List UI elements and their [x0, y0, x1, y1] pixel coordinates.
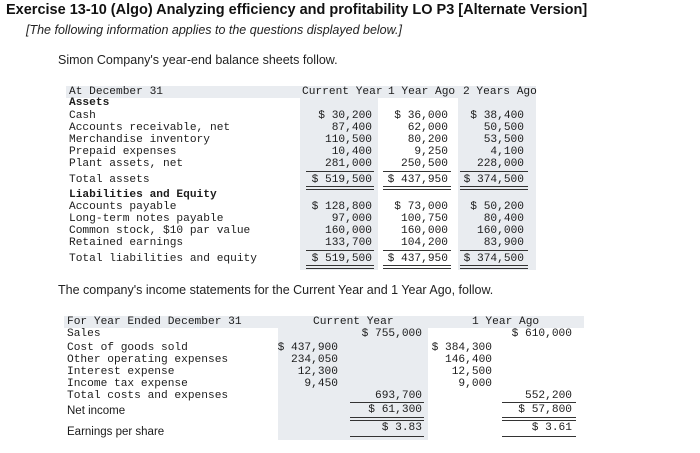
total-costs-rule-cy [350, 402, 424, 403]
ar-1y: 62,000 [407, 122, 448, 134]
row-label-prepaid-expenses: Prepaid expenses [69, 146, 177, 158]
eps-py: $ 3.61 [531, 422, 572, 434]
exercise-title: Exercise 13-10 (Algo) Analyzing efficiency and profitability LO P3 [Alternate Version] [6, 2, 588, 18]
tax-cy: 9,450 [304, 378, 338, 390]
balance-sheet-head-label: At December 31 [69, 86, 163, 98]
notes-2y: 80,400 [483, 213, 524, 225]
re-2y: 83,900 [483, 237, 524, 249]
plant-1y: 250,500 [401, 158, 448, 170]
row-label-merchandise-inventory: Merchandise inventory [69, 134, 210, 146]
row-label-total-assets: Total assets [69, 174, 150, 186]
total-assets-double-rule-2y [460, 186, 528, 190]
bs-col-1-year-ago: 1 Year Ago [388, 86, 456, 98]
row-label-net-income: Net income [67, 405, 126, 417]
net-income-double-rule-cy [350, 417, 424, 421]
sales-py: $ 610,000 [511, 328, 572, 340]
stock-cy: 160,000 [325, 225, 372, 237]
row-label-income-tax: Income tax expense [67, 378, 188, 390]
row-label-other-opex: Other operating expenses [67, 354, 229, 366]
notes-1y: 100,750 [401, 213, 448, 225]
interest-cy: 12,300 [297, 366, 338, 378]
total-assets-double-rule-cy [306, 186, 374, 190]
re-cy: 133,700 [325, 237, 372, 249]
ar-2y: 50,500 [483, 122, 524, 134]
plant-cy: 281,000 [325, 158, 372, 170]
prepaid-1y: 9,250 [414, 146, 448, 158]
row-label-total-costs: Total costs and expenses [67, 390, 229, 402]
plant-2y: 228,000 [477, 158, 524, 170]
ap-2y: $ 50,200 [470, 201, 524, 213]
prepaid-2y: 4,100 [490, 146, 524, 158]
opex-py: 146,400 [445, 354, 492, 366]
bs-col-current-year: Current Year [302, 86, 383, 98]
row-label-cash: Cash [69, 110, 96, 122]
total-assets-cy: $ 519,500 [311, 174, 372, 186]
cash-cy: $ 30,200 [318, 110, 372, 122]
is-col-current-year: Current Year [313, 316, 394, 328]
liab-subtotal-rule-cy [306, 250, 374, 251]
total-assets-double-rule-1y [383, 186, 451, 190]
liab-subtotal-rule-1y [383, 250, 451, 251]
row-label-total-liabilities-equity: Total liabilities and equity [69, 253, 257, 265]
cash-1y: $ 36,000 [394, 110, 448, 122]
liab-subtotal-rule-2y [460, 250, 528, 251]
income-head-label: For Year Ended December 31 [67, 316, 242, 328]
assets-subtotal-rule-2y [460, 171, 528, 172]
cogs-cy: $ 437,900 [277, 342, 338, 354]
net-income-cy: $ 61,300 [368, 404, 422, 416]
total-assets-2y: $ 374,500 [463, 174, 524, 186]
total-costs-rule-py [502, 402, 576, 403]
row-label-accounts-payable: Accounts payable [69, 201, 177, 213]
eps-rule-py [502, 436, 576, 437]
tax-py: 9,000 [458, 378, 492, 390]
instruction-note: [The following information applies to the questions displayed below.] [26, 23, 402, 37]
inventory-2y: 53,500 [483, 134, 524, 146]
liabilities-equity-heading: Liabilities and Equity [69, 189, 217, 201]
inventory-1y: 80,200 [407, 134, 448, 146]
row-label-plant-assets: Plant assets, net [69, 158, 184, 170]
ap-cy: $ 128,800 [311, 201, 372, 213]
inventory-cy: 110,500 [325, 134, 372, 146]
income-statement-intro: The company's income statements for the Current Year and 1 Year Ago, follow. [58, 283, 494, 297]
cash-2y: $ 38,400 [470, 110, 524, 122]
total-assets-1y: $ 437,950 [387, 174, 448, 186]
sales-cy: $ 755,000 [361, 328, 422, 340]
row-label-retained-earnings: Retained earnings [69, 237, 184, 249]
prepaid-cy: 10,400 [331, 146, 372, 158]
row-label-interest-expense: Interest expense [67, 366, 175, 378]
assets-subtotal-rule-cy [306, 171, 374, 172]
row-label-cogs: Cost of goods sold [67, 342, 188, 354]
net-income-double-rule-py [502, 417, 576, 421]
row-label-sales: Sales [67, 328, 101, 340]
is-col-1-year-ago: 1 Year Ago [472, 316, 540, 328]
bs-col-2-years-ago: 2 Years Ago [463, 86, 537, 98]
eps-cy: $ 3.83 [381, 422, 422, 434]
stock-2y: 160,000 [477, 225, 524, 237]
row-label-long-term-notes: Long-term notes payable [69, 213, 224, 225]
total-costs-py: 552,200 [525, 390, 572, 402]
ar-cy: 87,400 [331, 122, 372, 134]
total-liab-1y: $ 437,950 [387, 253, 448, 265]
row-label-eps: Earnings per share [67, 426, 165, 438]
opex-cy: 234,050 [291, 354, 338, 366]
total-liab-double-rule-2y [460, 265, 528, 269]
net-income-py: $ 57,800 [518, 404, 572, 416]
balance-sheet-intro: Simon Company's year-end balance sheets follow. [58, 53, 338, 67]
assets-subtotal-rule-1y [383, 171, 451, 172]
total-liab-double-rule-1y [383, 265, 451, 269]
interest-py: 12,500 [451, 366, 492, 378]
cogs-py: $ 384,300 [431, 342, 492, 354]
row-label-common-stock: Common stock, $10 par value [69, 225, 251, 237]
re-1y: 104,200 [401, 237, 448, 249]
eps-rule-cy [350, 436, 424, 437]
notes-cy: 97,000 [331, 213, 372, 225]
ap-1y: $ 73,000 [394, 201, 448, 213]
total-liab-double-rule-cy [306, 265, 374, 269]
assets-heading: Assets [69, 97, 110, 109]
total-liab-cy: $ 519,500 [311, 253, 372, 265]
total-costs-cy: 693,700 [375, 390, 422, 402]
row-label-accounts-receivable: Accounts receivable, net [69, 122, 231, 134]
total-liab-2y: $ 374,500 [463, 253, 524, 265]
stock-1y: 160,000 [401, 225, 448, 237]
